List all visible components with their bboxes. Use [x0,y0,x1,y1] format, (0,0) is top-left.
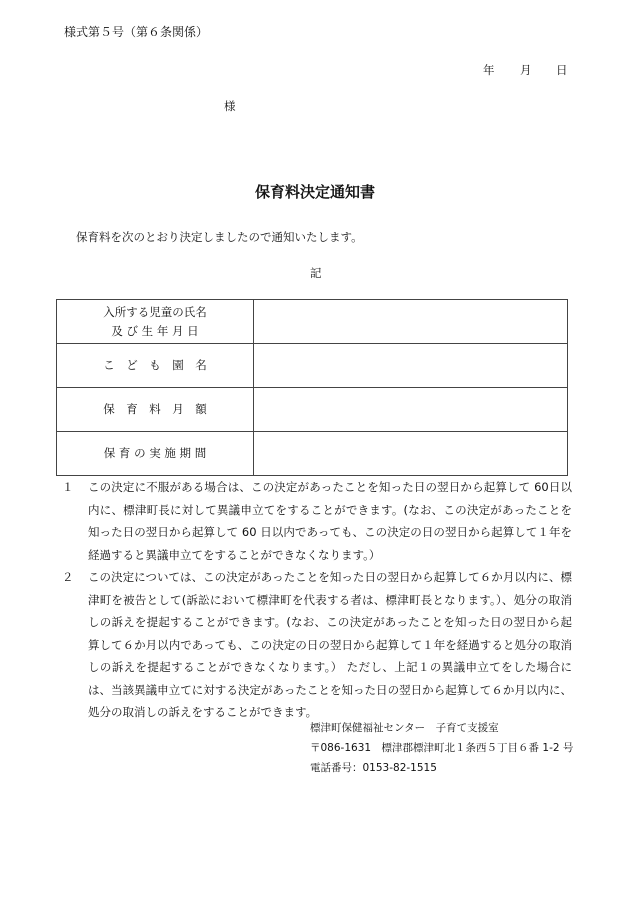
addressee-suffix: 様 [224,99,236,113]
label-line: こ ど も 園 名 [103,358,207,372]
value-care-period [254,432,568,476]
date-day-label: 日 [556,63,568,77]
note-text: この決定に不服がある場合は、この決定があったことを知った日の翌日から起算して 60日以内に、標津町長に対して異議申立てをすることができます。(なお、この決定があったことを知った日の翌日から起算して 60 日以内であっても、この決定の日の翌日から起算して１年を経過すると異議申立てをすることができなくなります。） [88,480,572,562]
table-row [57,388,568,432]
label-line: 入所する児童の氏名 [103,304,207,319]
office-phone: 電話番号：0153-82-1515 [310,762,437,774]
value-kodomoen-name [254,344,568,388]
document-title: 保育料決定通知書 [254,183,375,201]
label-line: 保 育 料 月 額 [103,402,207,416]
label-child-name-birthdate [57,300,254,344]
value-monthly-fee [254,388,568,432]
notes-list [62,476,572,724]
label-line: 保 育 の 実 施 期 間 [103,446,207,460]
date-month-label: 月 [520,63,532,77]
table-row [57,432,568,476]
info-table [56,299,568,476]
form-number: 様式第５号（第６条関係） [64,25,209,39]
note-item [62,566,572,724]
ki-heading: 記 [310,266,322,280]
value-child-name-birthdate [254,300,568,344]
intro-text: 保育料を次のとおり決定しましたので通知いたします。 [76,230,363,244]
office-address: 〒086-1631 標津郡標津町北１条西５丁目６番 1-2 号 [310,742,574,754]
label-care-period [57,432,254,476]
note-item [62,476,572,566]
label-monthly-fee [57,388,254,432]
table-row [57,344,568,388]
date-year-label: 年 [483,63,495,77]
note-number: １ [62,480,74,494]
office-name: 標津町保健福祉センター 子育て支援室 [310,722,499,734]
label-line: 及 び 生 年 月 日 [111,323,199,338]
note-text: この決定については、この決定があったことを知った日の翌日から起算して６か月以内に、標津町を被告として(訴訟において標津町を代表する者は、標津町長となります。）、処分の取消しの訴えを提起することができます。(なお、この決定があったことを知った日の翌日から起算して６か月以内であっても、この決定の日の翌日から起算して１年を経過すると処分の取消しの訴えを提起することができなくなります。） ただし、上記１の異議申立てをした場合には、当該異議申立てに対する決定があったことを知った日の翌日から起算して６か月以内に、処分の取消しの訴えをすることができます。 [88,570,572,719]
label-kodomoen-name [57,344,254,388]
note-number: ２ [62,570,74,584]
table-row [57,300,568,344]
